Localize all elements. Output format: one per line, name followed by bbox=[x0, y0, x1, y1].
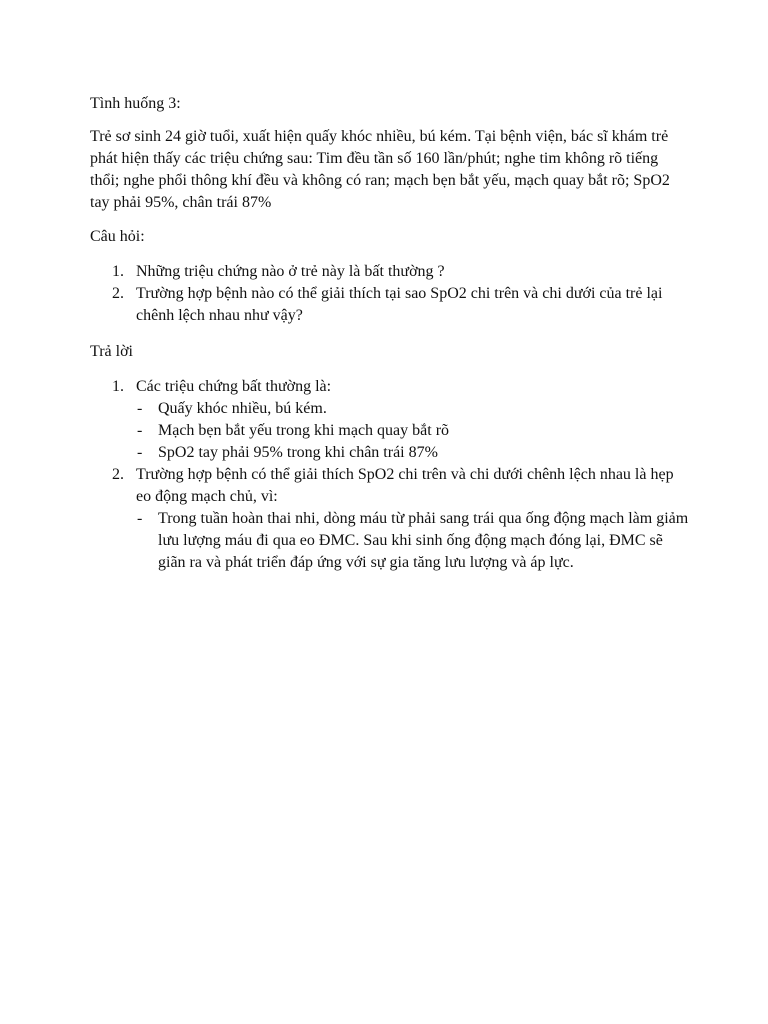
answer-bullets bbox=[136, 508, 690, 574]
questions-list bbox=[90, 261, 690, 327]
bullet-text: Quấy khóc nhiều, bú kém. bbox=[158, 400, 327, 417]
bullet-item bbox=[136, 398, 690, 420]
answer-item bbox=[90, 376, 690, 464]
bullet-text: Trong tuần hoàn thai nhi, dòng máu từ phải sang trái qua ống động mạch làm giảm lưu lượng máu đi qua eo ĐMC. Sau khi sinh ống động mạch đóng lại, ĐMC sẽ giãn ra và phát triển đáp ứng với sự gia tăng lưu lượng và áp lực. bbox=[158, 510, 689, 571]
dash-marker: - bbox=[137, 422, 143, 439]
question-item bbox=[90, 261, 690, 283]
answer-item bbox=[90, 464, 690, 574]
question-text: Trường hợp bệnh nào có thể giải thích tại sao SpO2 chi trên và chi dưới của trẻ lại chênh lệch nhau như vậy? bbox=[136, 285, 663, 324]
bullet-item bbox=[136, 442, 690, 464]
question-text: Những triệu chứng nào ở trẻ này là bất thường ? bbox=[136, 263, 445, 280]
bullet-item bbox=[136, 420, 690, 442]
answer-text: Các triệu chứng bất thường là: bbox=[136, 378, 332, 395]
dash-marker: - bbox=[137, 444, 143, 461]
question-number: 1. bbox=[112, 263, 124, 280]
answer-text: Trường hợp bệnh có thể giải thích SpO2 chi trên và chi dưới chênh lệch nhau là hẹp eo động mạch chủ, vì: bbox=[136, 466, 674, 505]
answer-number: 2. bbox=[112, 466, 124, 483]
document-page bbox=[90, 93, 690, 588]
case-heading: Tình huống 3: bbox=[90, 95, 181, 112]
dash-marker: - bbox=[137, 510, 143, 527]
answers-list bbox=[90, 376, 690, 574]
answer-label: Trả lời bbox=[90, 343, 133, 360]
question-number: 2. bbox=[112, 285, 124, 302]
answer-number: 1. bbox=[112, 378, 124, 395]
answer-bullets bbox=[136, 398, 690, 464]
questions-label: Câu hỏi: bbox=[90, 228, 145, 245]
case-description: Trẻ sơ sinh 24 giờ tuổi, xuất hiện quấy khóc nhiều, bú kém. Tại bệnh viện, bác sĩ khám trẻ phát hiện thấy các triệu chứng sau: Tim đều tần số 160 lần/phút; nghe tim không rõ tiếng thổi; nghe phổi thông khí đều và không có ran; mạch bẹn bắt yếu, mạch quay bắt rõ; SpO2 tay phải 95%, chân trái 87% bbox=[90, 128, 670, 211]
bullet-item bbox=[136, 508, 690, 574]
bullet-text: Mạch bẹn bắt yếu trong khi mạch quay bắt rõ bbox=[158, 422, 450, 439]
bullet-text: SpO2 tay phải 95% trong khi chân trái 87% bbox=[158, 444, 438, 461]
dash-marker: - bbox=[137, 400, 143, 417]
question-item bbox=[90, 283, 690, 327]
